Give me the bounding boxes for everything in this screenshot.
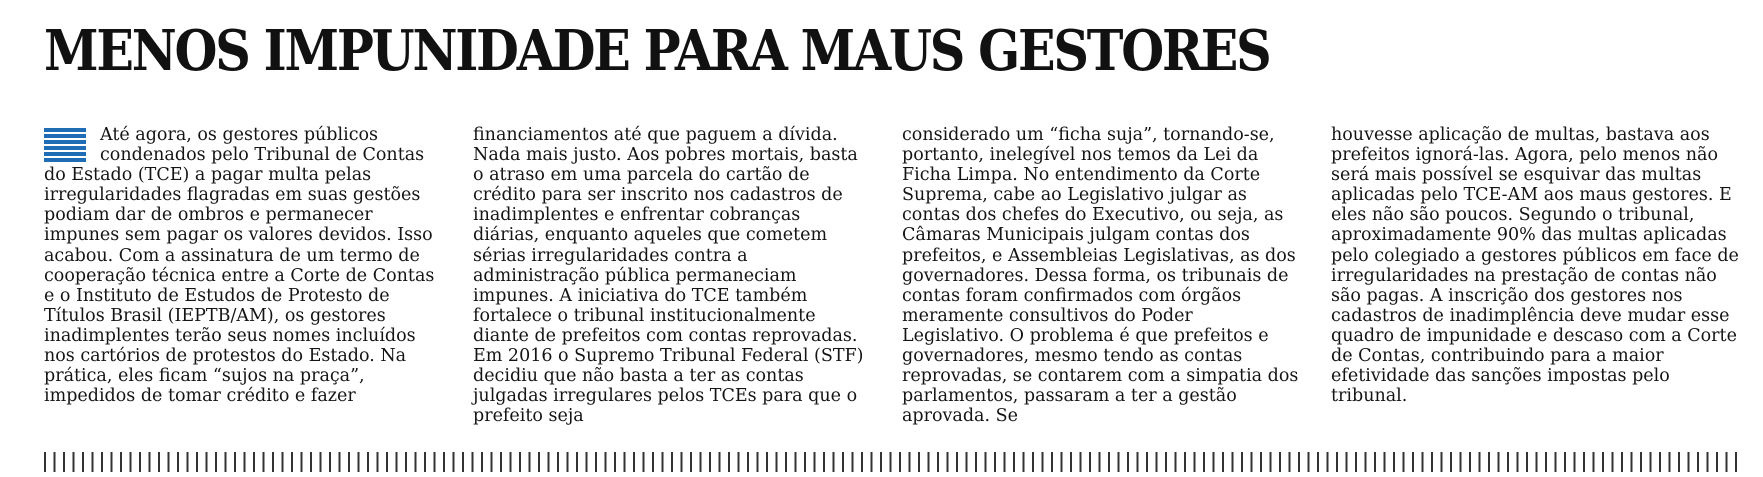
barcode-rule: [44, 452, 1739, 472]
column-1-text: Até agora, os gestores públicos condenados pelo Tribunal de Contas do Estado (TCE) a pagar multa pelas irregularidades flagradas em suas gestões podiam dar de ombros e permanecer impunes sem pagar os valores devidos. Isso acabou. Com a assinatura de um termo de cooperação técnica entre a Corte de Contas e o Instituto de Estudos de Protesto de Títulos Brasil (IEPTB/AM), os gestores inadimplentes terão seus nomes incluídos nos cartórios de protestos do Estado. Na prática, eles ficam “sujos na praça”, impedidos de tomar crédito e fazer: [44, 125, 435, 407]
column-4-text: houvesse aplicação de multas, bastava aos prefeitos ignorá-las. Agora, pelo menos não será mais possível se esquivar das multas aplicadas pelo TCE-AM aos maus gestores. E eles não são poucos. Segundo o tribunal, aproximadamente 90% das multas aplicadas pelo colegiado a gestores públicos em face de irregularidades na prestação de contas não são pagas. A inscrição dos gestores nos cadastros de inadimplência deve mudar esse quadro de impunidade e descaso com a Corte de Contas, contribuindo para a maior efetividade das sanções impostas pelo tribunal.: [1331, 125, 1739, 407]
article-column-1: [44, 125, 442, 406]
column-2-text: financiamentos até que paguem a dívida. Nada mais justo. Aos pobres mortais, basta o atraso em uma parcela do cartão de crédito para ser inscrito nos cadastros de inadimplentes e enfrentar cobranças diárias, enquanto aqueles que cometem sérias irregularidades contra a administração pública permaneciam impunes. A iniciativa do TCE também fortalece o tribunal institucionalmente diante de prefeitos com contas reprovadas. Em 2016 o Supremo Tribunal Federal (STF) decidiu que não basta a ter as contas julgadas irregulares pelos TCEs para que o prefeito seja: [473, 125, 864, 427]
headline: MENOS IMPUNIDADE PARA MAUS GESTORES: [44, 18, 1270, 84]
article-column-4: [1331, 125, 1741, 406]
lines-ornament-icon: [44, 128, 86, 162]
article-column-3: [902, 125, 1300, 426]
column-3-text: considerado um “ficha suja”, tornando-se, portanto, inelegível nos temos da Lei da Ficha Limpa. No entendimento da Corte Suprema, cabe ao Legislativo julgar as contas dos chefes do Executivo, ou seja, as Câmaras Municipais julgam contas dos prefeitos, e Assembleias Legislativas, as dos governadores. Dessa forma, os tribunais de contas foram confirmados com órgãos meramente consultivos do Poder Legislativo. O problema é que prefeitos e governadores, mesmo tendo as contas reprovadas, se contarem com a simpatia dos parlamentos, passaram a ter a gestão aprovada. Se: [902, 125, 1299, 427]
article-column-2: [473, 125, 871, 426]
